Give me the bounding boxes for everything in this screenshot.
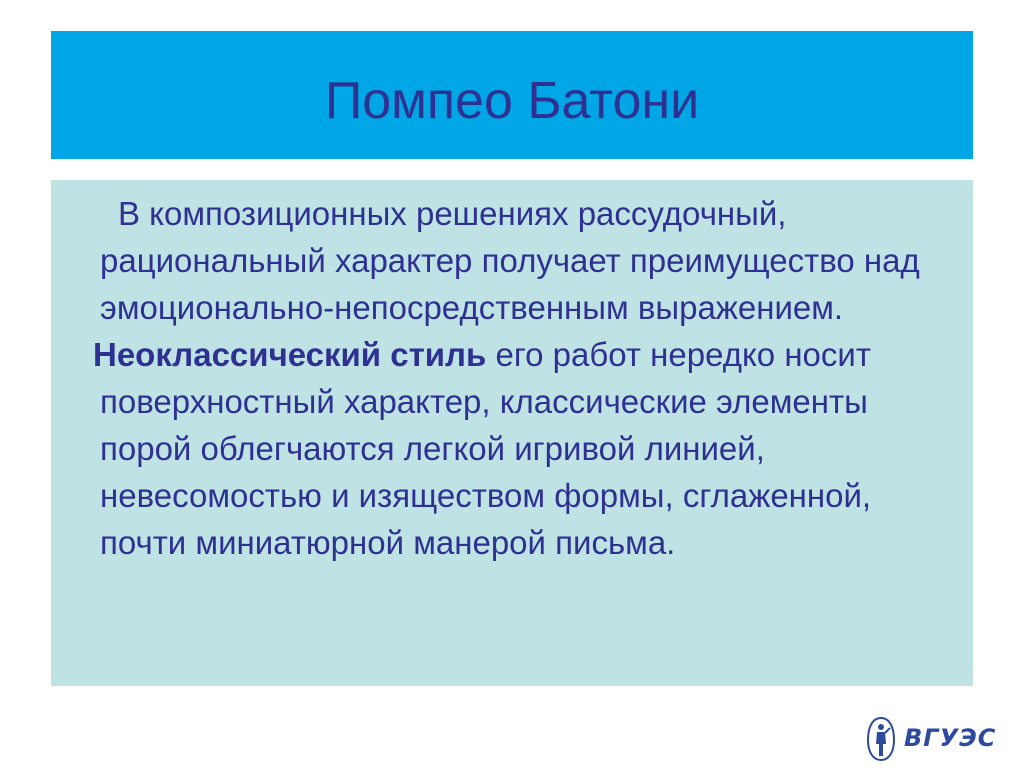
logo-text: ВГУЭС bbox=[904, 724, 997, 752]
vgues-logo bbox=[866, 716, 997, 762]
paragraph-2 bbox=[93, 331, 960, 566]
slide-body bbox=[93, 190, 960, 566]
slide-title: Помпео Батони bbox=[324, 72, 700, 130]
paragraph-2-text: его работ нередко носит поверхностный характер, классические элементы порой облегчаются легкой игривой линией, невесомостью и изяществом формы, сглаженной, почти миниатюрной манерой письма. bbox=[100, 336, 872, 561]
paragraph-1: В композиционных решениях рассудочный, рациональный характер получает преимущество над эмоционально-непосредственным выражением. bbox=[100, 195, 920, 326]
statue-emblem-icon bbox=[866, 716, 896, 762]
title-bar bbox=[51, 31, 973, 159]
paragraph-2-bold: Неоклассический стиль bbox=[93, 336, 487, 373]
